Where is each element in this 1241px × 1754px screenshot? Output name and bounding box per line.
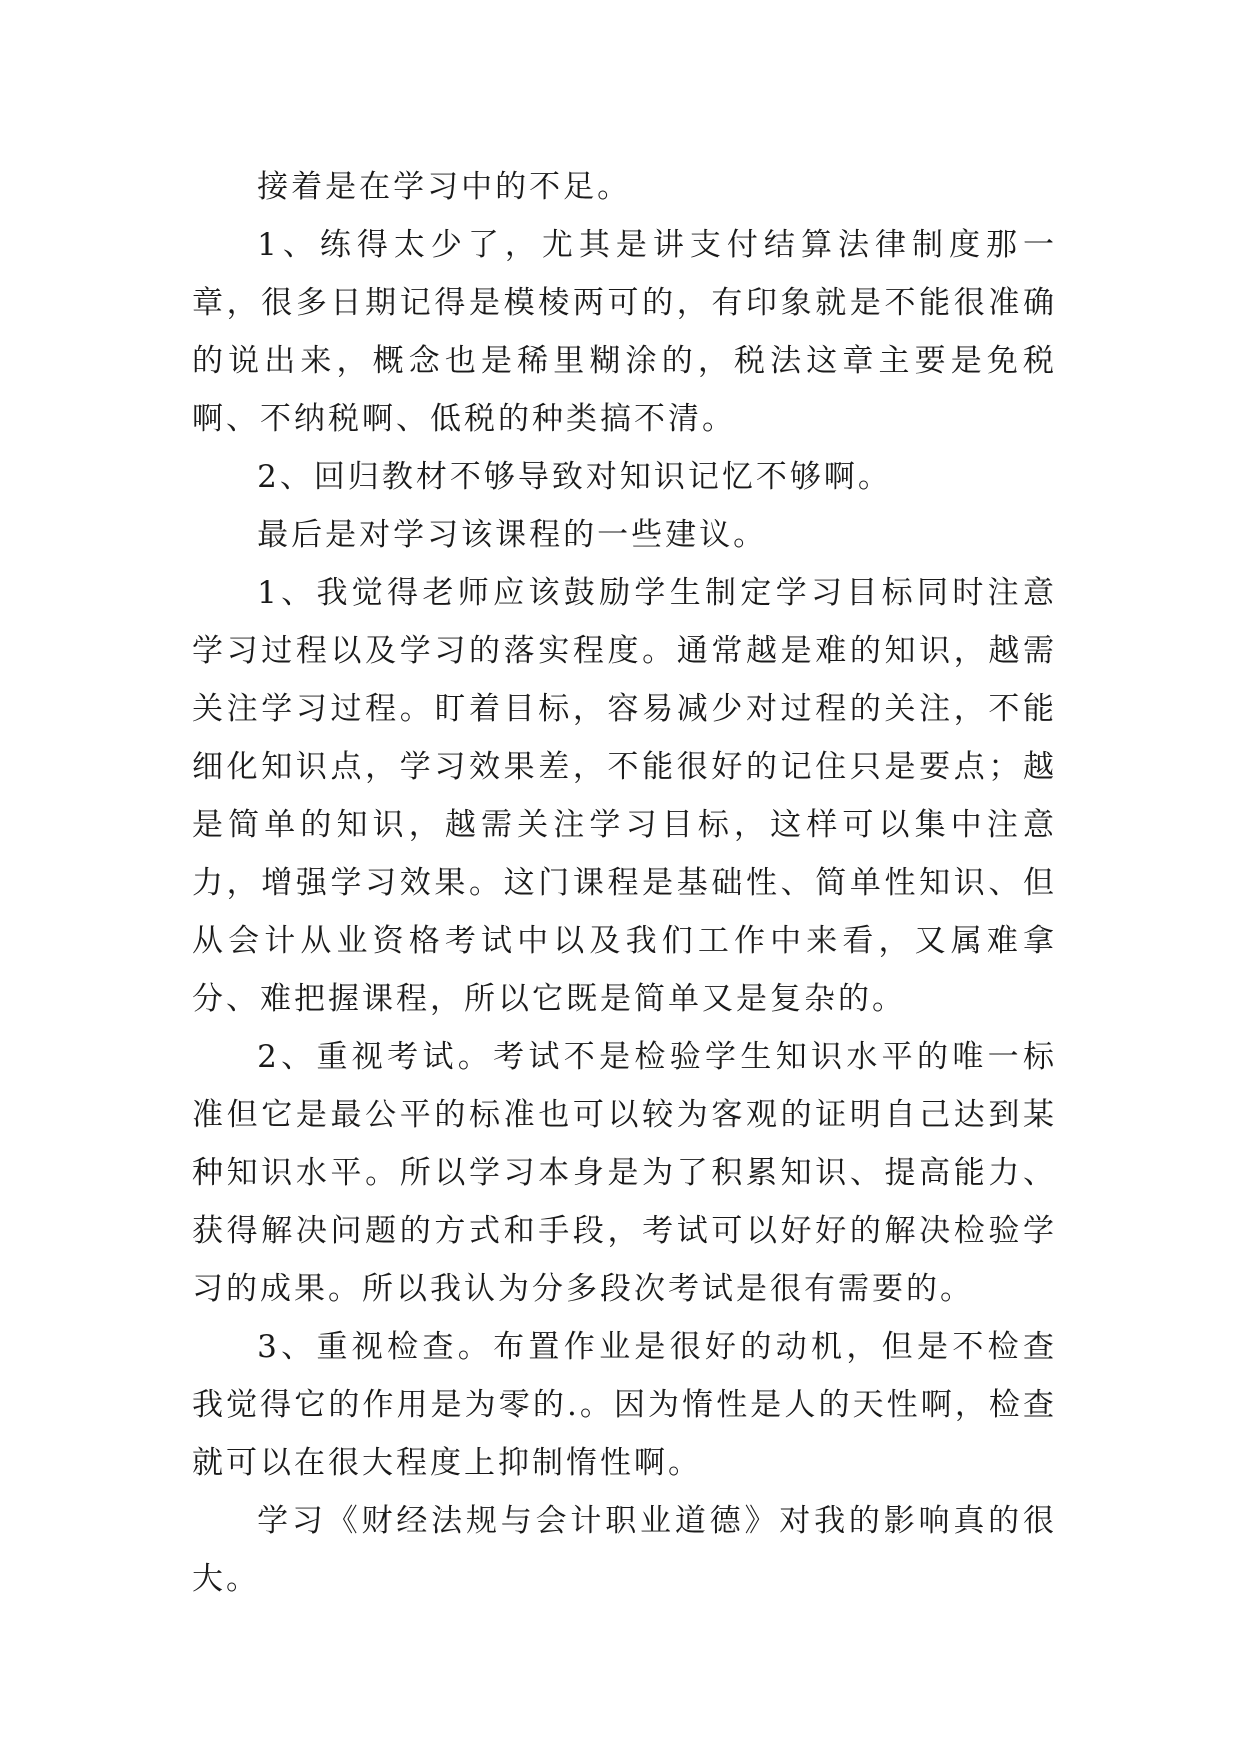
paragraph-suggestion-3: 3、重视检查。布置作业是很好的动机，但是不检查我觉得它的作用是为零的.。因为惰性是人的天性啊，检查就可以在很大程度上抑制惰性啊。	[192, 1329, 1057, 1481]
paragraph-suggestions-intro: 最后是对学习该课程的一些建议。	[257, 517, 768, 553]
paragraph-shortcoming-1: 1、练得太少了，尤其是讲支付结算法律制度那一章，很多日期记得是模棱两可的，有印象就是不能很准确的说出来，概念也是稀里糊涂的，税法这章主要是免税啊、不纳税啊、低税的种类搞不清。	[192, 227, 1057, 437]
paragraph-shortcomings-intro: 接着是在学习中的不足。	[257, 169, 632, 205]
paragraph-shortcoming-2: 2、回归教材不够导致对知识记忆不够啊。	[257, 459, 892, 495]
paragraph-suggestion-2: 2、重视考试。考试不是检验学生知识水平的唯一标准但它是最公平的标准也可以较为客观的证明自己达到某种知识水平。所以学习本身是为了积累知识、提高能力、获得解决问题的方式和手段，考试可以好好的解决检验学习的成果。所以我认为分多段次考试是很有需要的。	[192, 1039, 1057, 1307]
paragraph-suggestion-1: 1、我觉得老师应该鼓励学生制定学习目标同时注意学习过程以及学习的落实程度。通常越是难的知识，越需关注学习过程。盯着目标，容易减少对过程的关注，不能细化知识点，学习效果差，不能很好的记住只是要点；越是简单的知识，越需关注学习目标，这样可以集中注意力，增强学习效果。这门课程是基础性、简单性知识、但从会计从业资格考试中以及我们工作中来看，又属难拿分、难把握课程，所以它既是简单又是复杂的。	[192, 575, 1057, 1017]
paragraph-conclusion: 学习《财经法规与会计职业道德》对我的影响真的很大。	[192, 1503, 1057, 1597]
document-body	[192, 158, 1057, 1608]
